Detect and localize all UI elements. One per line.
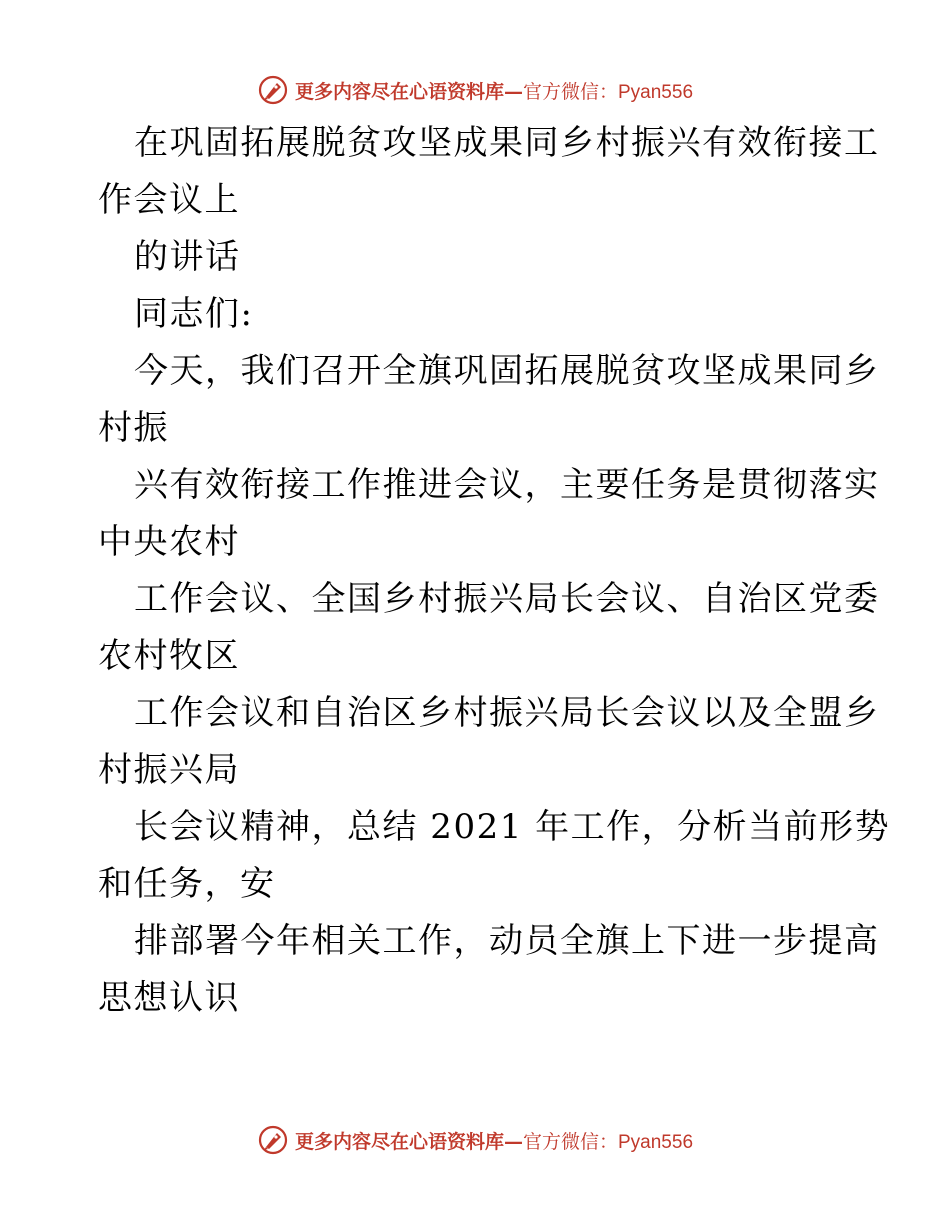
text-line: 中央农村 (98, 522, 240, 562)
text-line: 作会议上 (98, 180, 240, 220)
wechat-label: 官方微信：Pyan556 (523, 1131, 694, 1153)
text-line: 的讲话 (134, 237, 241, 277)
banner-text: 更多内容尽在心语资料库—官方微信：Pyan556 (294, 1130, 694, 1153)
header-banner (0, 70, 950, 110)
text-line: 工作会议、全国乡村振兴局长会议、自治区党委 (134, 579, 880, 619)
wechat-label: 官方微信：Pyan556 (523, 81, 694, 103)
text-line: 兴有效衔接工作推进会议，主要任务是贯彻落实 (134, 465, 880, 505)
footer-banner (0, 1120, 950, 1160)
banner-text: 更多内容尽在心语资料库—官方微信：Pyan556 (294, 80, 694, 103)
text-line: 长会议精神，总结 2021 年工作，分析当前形势 (134, 807, 891, 847)
document-body (98, 115, 891, 1027)
text-line: 和任务，安 (98, 864, 276, 904)
text-line: 排部署今年相关工作，动员全旗上下进一步提高 (134, 921, 880, 961)
text-line: 在巩固拓展脱贫攻坚成果同乡村振兴有效衔接工 (134, 123, 880, 163)
pen-nib-icon (257, 74, 289, 106)
text-line: 思想认识 (98, 978, 240, 1018)
text-line: 同志们: (134, 294, 254, 334)
pen-nib-icon (257, 1124, 289, 1156)
text-line: 村振兴局 (98, 750, 240, 790)
text-line: 工作会议和自治区乡村振兴局长会议以及全盟乡 (134, 693, 880, 733)
text-line: 村振 (98, 408, 169, 448)
text-line: 今天，我们召开全旗巩固拓展脱贫攻坚成果同乡 (134, 351, 880, 391)
text-line: 农村牧区 (98, 636, 240, 676)
